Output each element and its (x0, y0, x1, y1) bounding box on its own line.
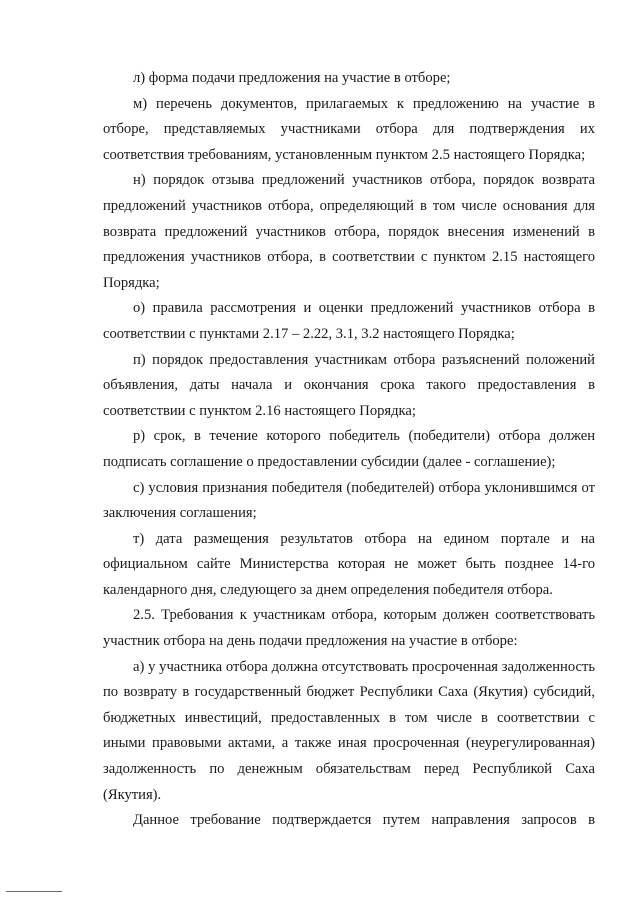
paragraph-p: п) порядок предоставления участникам отбора разъяснений положений объявления, даты начала и окончания срока такого предоставления в соответствии с пунктом 2.16 настоящего Порядка; (103, 351, 595, 419)
paragraph-t: т) дата размещения результатов отбора на едином портале и на официальном сайте Министерства которая не может быть позднее 14-го календарного дня, следующего за днем определения победителя отбора. (103, 530, 595, 598)
paragraph-l: л) форма подачи предложения на участие в отборе; (133, 70, 451, 86)
paragraph-2-5: 2.5. Требования к участникам отбора, которым должен соответствовать участник отбора на день подачи предложения на участие в отборе: (103, 607, 595, 650)
document-body (103, 66, 595, 834)
paragraph-n: н) порядок отзыва предложений участников отбора, порядок возврата предложений участников отбора, определяющий в том числе основания для возврата предложений участников отбора, порядок внесения изменений в предложения участников отбора, в соответствии с пунктом 2.15 настоящего Порядка; (103, 172, 595, 291)
paragraph-r: р) срок, в течение которого победитель (победители) отбора должен подписать соглашение о предоставлении субсидии (далее - соглашение); (103, 428, 595, 470)
footnote-divider (6, 891, 62, 892)
paragraph-o: о) правила рассмотрения и оценки предложений участников отбора в соответствии с пунктами 2.17 – 2.22, 3.1, 3.2 настоящего Порядка; (103, 300, 595, 342)
paragraph-s: с) условия признания победителя (победителей) отбора уклонившимся от заключения соглашения; (103, 479, 595, 522)
paragraph-a: а) у участника отбора должна отсутствовать просроченная задолженность по возврату в государственный бюджет Республики Саха (Якутия) субсидий, бюджетных инвестиций, предоставленных в том числе в соответствии с иными правовыми актами, а также иная просроченная (неурегулированная) задолженность по денежным обязательствам перед Республикой Саха (Якутия). (103, 658, 595, 803)
paragraph-requirement-confirmation: Данное требование подтверждается путем направления запросов в (133, 812, 595, 829)
paragraph-m: м) перечень документов, прилагаемых к предложению на участие в отборе, представляемых участниками отбора для подтверждения их соответствия требованиям, установленным пунктом 2.5 настоящего Порядка; (103, 95, 595, 163)
